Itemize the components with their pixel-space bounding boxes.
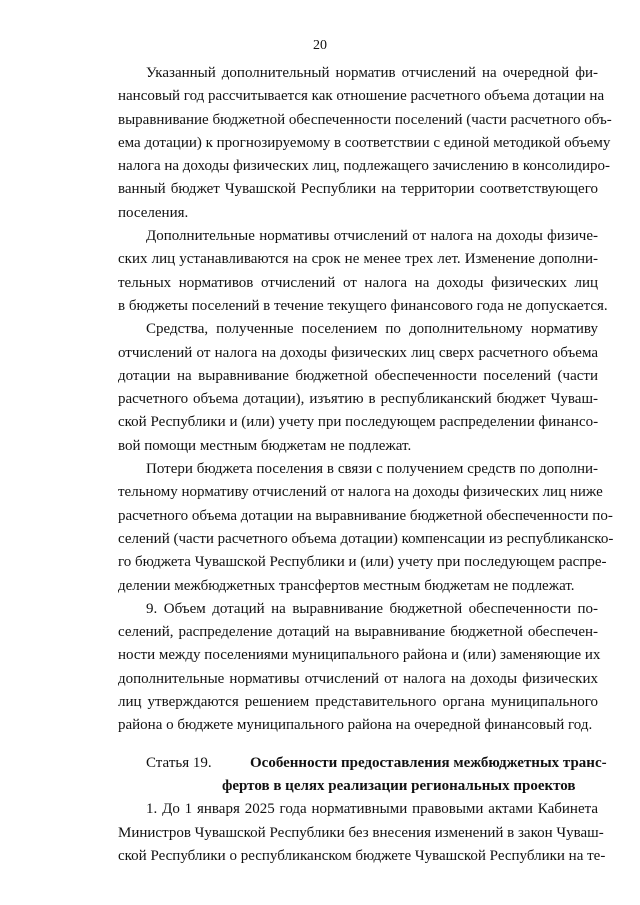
text-line: вой помощи местным бюджетам не подлежат. — [118, 437, 412, 454]
text-line: тельному нормативу отчислений от налога на доходы физических лиц ниже — [118, 484, 603, 501]
article-19-heading — [118, 752, 607, 799]
text-line: Потери бюджета поселения в связи с получением средств по дополни- — [146, 461, 598, 478]
text-line: делении межбюджетных трансфертов местным бюджетам не подлежат. — [118, 577, 575, 594]
text-line: выравнивание бюджетной обеспеченности поселений (части расчетного объ- — [118, 111, 612, 128]
text-line: ской Республики о республиканском бюджете Чувашской Республики на те- — [118, 847, 606, 864]
text-line: нансовый год рассчитывается как отношение расчетного объема дотации на — [118, 88, 605, 105]
text-line: селений (части расчетного объема дотации) компенсации из республиканско- — [118, 530, 614, 547]
article-title-continuation: фертов в целях реализации региональных проектов — [222, 777, 576, 794]
page-number: 20 — [313, 38, 327, 53]
text-line: Указанный дополнительный норматив отчислений на очередной фи- — [146, 65, 598, 81]
text-line: селений, распределение дотаций на выравнивание бюджетной обеспечен- — [118, 624, 598, 641]
text-line: ема дотации) к прогнозируемому в соответствии с единой методикой объему — [118, 134, 611, 151]
text-line: Дополнительные нормативы отчислений от налога на доходы физиче- — [146, 228, 598, 245]
paragraph-additional-norm-calculation — [118, 62, 612, 225]
text-line: Средства, полученные поселением по дополнительному нормативу — [146, 321, 598, 338]
text-line: го бюджета Чувашской Республики и (или) учету при последующем распре- — [118, 554, 607, 571]
text-line: ской Республики и (или) учету при последующем распределении финансо- — [118, 414, 599, 431]
text-line: 9. Объем дотаций на выравнивание бюджетной обеспеченности по- — [146, 600, 598, 617]
paragraph-norm-term — [118, 225, 608, 318]
section-gap — [118, 738, 598, 752]
text-line: налога на доходы физических лиц, подлежащего зачислению в консолидиро- — [118, 158, 611, 175]
paragraph-funds-received — [118, 318, 598, 458]
text-line: расчетного объема дотации), изъятию в республиканский бюджет Чуваш- — [118, 391, 598, 408]
text-line: расчетного объема дотации на выравнивание бюджетной обеспеченности по- — [118, 507, 613, 524]
article-label: Статья 19. — [146, 754, 212, 771]
text-line: в бюджеты поселений в течение текущего финансового года не допускается. — [118, 297, 608, 314]
text-line: дополнительные нормативы отчислений от налога на доходы физических — [118, 670, 598, 687]
text-line: тельных нормативов отчислений от налога на доходы физических лиц — [118, 274, 598, 291]
paragraph-article-19-item-1 — [118, 798, 606, 868]
text-line: 1. До 1 января 2025 года нормативными правовыми актами Кабинета — [146, 801, 598, 818]
document-body — [118, 62, 614, 868]
text-line: района о бюджете муниципального района на очередной финансовый год. — [118, 717, 593, 734]
article-title: Особенности предоставления межбюджетных транс- — [250, 754, 607, 771]
article-heading-line — [118, 752, 607, 775]
text-line: ности между поселениями муниципального района и (или) заменяющие их — [118, 647, 601, 664]
text-line: лиц утверждаются решением представительного органа муниципального — [118, 694, 598, 711]
text-line: поселения. — [118, 204, 189, 221]
text-line: отчислений от налога на доходы физических лиц сверх расчетного объема — [118, 344, 598, 361]
text-line: дотации на выравнивание бюджетной обеспеченности поселений (части — [118, 367, 598, 384]
text-line: Министров Чувашской Республики без внесения изменений в закон Чуваш- — [118, 824, 604, 841]
paragraph-budget-losses — [118, 458, 614, 598]
text-line: ванный бюджет Чувашской Республики на территории соответствующего — [118, 181, 598, 198]
paragraph-item-9 — [118, 598, 601, 738]
text-line: ских лиц устанавливаются на срок не менее трех лет. Изменение дополни- — [118, 251, 598, 268]
